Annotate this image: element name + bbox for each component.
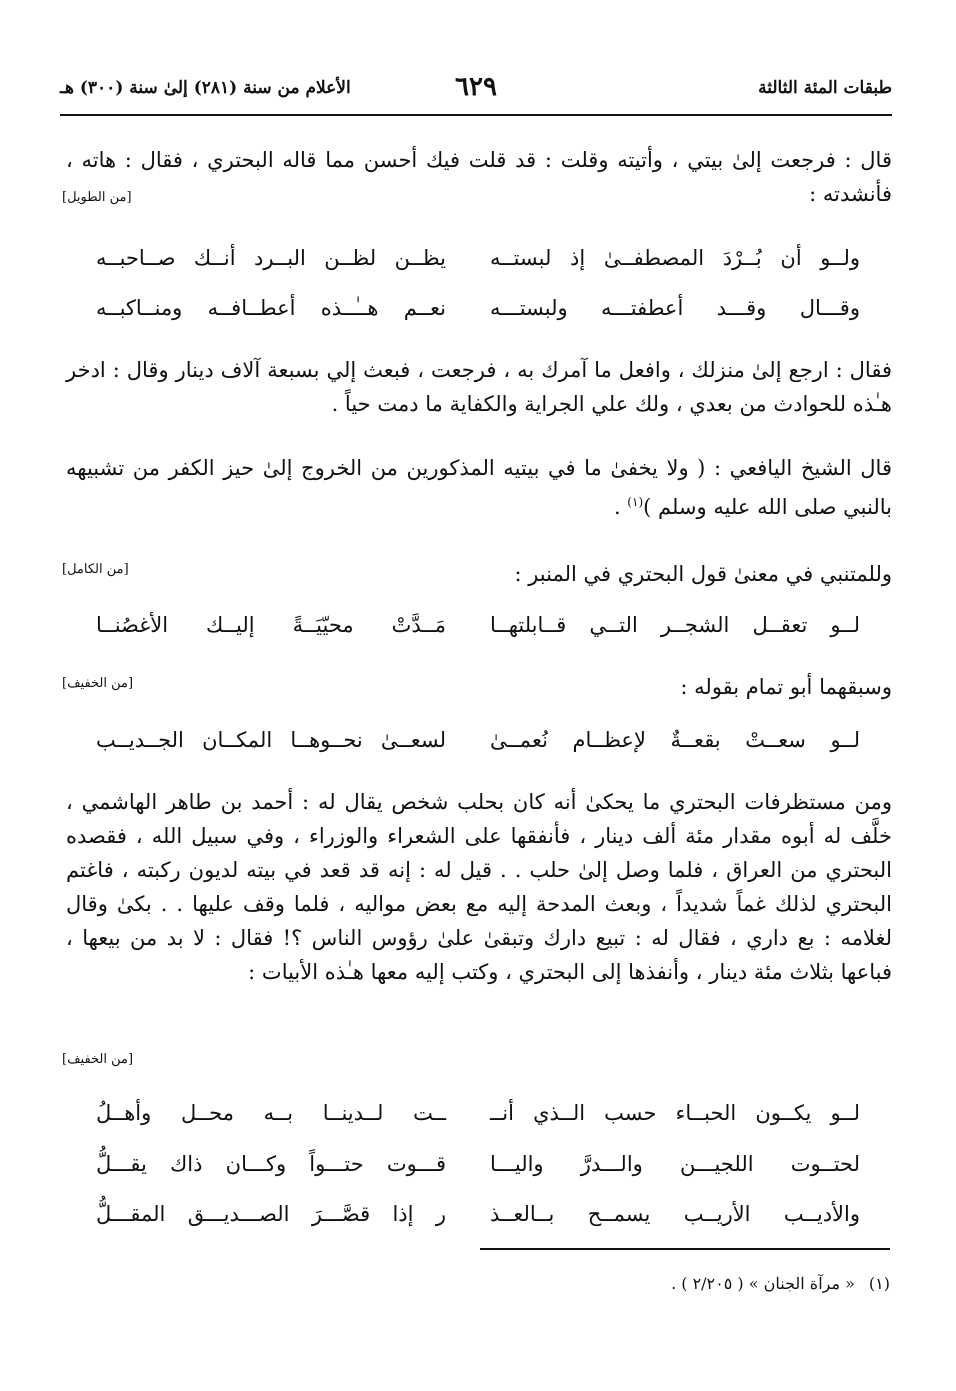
paragraph-3-end: . — [613, 495, 628, 519]
verse-hemistich-left: قـــوت حتـــواً وكـــان ذاك يقـــلُّ — [96, 1152, 446, 1176]
running-header — [60, 72, 892, 112]
meter-label-3: [من الخفيف] — [62, 676, 134, 691]
verse-line-7 — [96, 1196, 860, 1232]
meter-label-2: [من الكامل] — [62, 562, 129, 577]
verse-hemistich-right: لــو سعــتْ بقعــةٌ لإعظــام نُعمــىٰ — [490, 728, 860, 752]
header-book-section: طبقات المئة الثالثة — [758, 78, 892, 98]
footnote — [671, 1274, 890, 1293]
page-number: ٦٢٩ — [455, 72, 497, 102]
verse-hemistich-right: لحتــوت اللجيـــن والـــدرَّ واليـــا — [490, 1152, 860, 1176]
verse-hemistich-left: مَــدَّتْ محيّيَــةً إليــك الأغصُنــا — [96, 613, 446, 637]
verse-line-3 — [96, 607, 860, 643]
verse-line-4 — [96, 722, 860, 758]
paragraph-3 — [66, 451, 892, 524]
footnote-number: (١) — [868, 1274, 890, 1293]
verse-hemistich-left: ر إذا قصَّـــرَ الصـــديـــق المقـــلُّ — [96, 1202, 446, 1226]
verse-hemistich-right: ولــو أن بُــرْدَ المصطفــىٰ إذ لبستــه — [490, 246, 860, 270]
verse-line-2 — [96, 290, 860, 326]
header-chapter-title: الأعلام من سنة (٢٨١) إلىٰ سنة (٣٠٠) هـ — [60, 78, 351, 98]
header-divider — [60, 114, 892, 116]
verse-hemistich-right: لــو يكــون الحبــاء حسب الــذي أنــ — [490, 1101, 860, 1125]
meter-label-1: [من الطويل] — [62, 190, 132, 205]
footnote-divider — [480, 1248, 890, 1250]
verse-hemistich-left: لسعــىٰ نحــوهــا المكــان الجــديــب — [96, 728, 446, 752]
verse-hemistich-left: يظــن لظــن البــرد أنــك صــاحبــه — [96, 246, 446, 270]
verse-hemistich-left: ــت لــدينــا بــه محــل وأهــلُ — [96, 1101, 446, 1125]
paragraph-1: قال : فرجعت إلىٰ بيتي ، وأتيته وقلت : قد قلت فيك أحسن مما قاله البحتري ، فقال : هاته ، فأنشدته : — [66, 148, 892, 206]
verse-hemistich-right: والأديــب الأريــب يسمــح بــالعــذ — [490, 1202, 860, 1226]
meter-label-4: [من الخفيف] — [62, 1052, 134, 1067]
paragraph-3-text: قال الشيخ اليافعي : ( ولا يخفىٰ ما في بيتيه المذكورين من الخروج إلىٰ حيز الكفر من تشبيهه بالنبي صلى الله عليه وسلم ) — [66, 456, 892, 519]
paragraph-6: ومن مستظرفات البحتري ما يحكىٰ أنه كان بحلب شخص يقال له : أحمد بن طاهر الهاشمي ، خلَّف له أبوه مقدار مئة ألف دينار ، فأنفقها على الشعراء والوزراء ، وفي سبيل الله ، فقصده البحتري من العراق ، فلما وصل إلىٰ حلب . . قيل له : إنه قد قعد في بيته لديون ركبته ، فاغتم البحتري لذلك غماً شديداً ، وبعث المدحة إليه مع بعض مواليه ، فلما وقف عليها . . بكىٰ وقال لغلامه : بع داري ، فقال له : تبيع دارك وتبقىٰ علىٰ رؤوس الناس ؟! فقال : لا بد من بيعها ، فباعها بثلاث مئة دينار ، وأنفذها إلى البحتري ، وكتب إليه معها هـٰذه الأبيات : — [66, 790, 892, 984]
footnote-ref: (١) — [627, 495, 644, 509]
verse-hemistich-right: وقـــال وقـــد أعطفتـــه ولبستـــه — [490, 296, 860, 320]
verse-hemistich-right: لــو تعقــل الشجــر التــي قــابلتهــا — [490, 613, 860, 637]
paragraph-4: وللمتنبي في معنىٰ قول البحتري في المنبر : — [514, 562, 892, 586]
footnote-text: « مرآة الجنان » ( ٢/٢٠٥ ) . — [671, 1274, 855, 1293]
verse-hemistich-left: نعــم هــٰــذه أعطــافــه ومنــاكبــه — [96, 296, 446, 320]
paragraph-2: فقال : ارجع إلىٰ منزلك ، وافعل ما آمرك به ، فرجعت ، فبعث إلي بسبعة آلاف دينار وقال : ادخر هـٰذه للحوادث من بعدي ، ولك علي الجراية والكفاية ما دمت حياً . — [66, 358, 892, 416]
verse-line-1 — [96, 240, 860, 276]
verse-line-5 — [96, 1095, 860, 1131]
paragraph-5: وسبقهما أبو تمام بقوله : — [680, 675, 892, 699]
verse-line-6 — [96, 1146, 860, 1182]
